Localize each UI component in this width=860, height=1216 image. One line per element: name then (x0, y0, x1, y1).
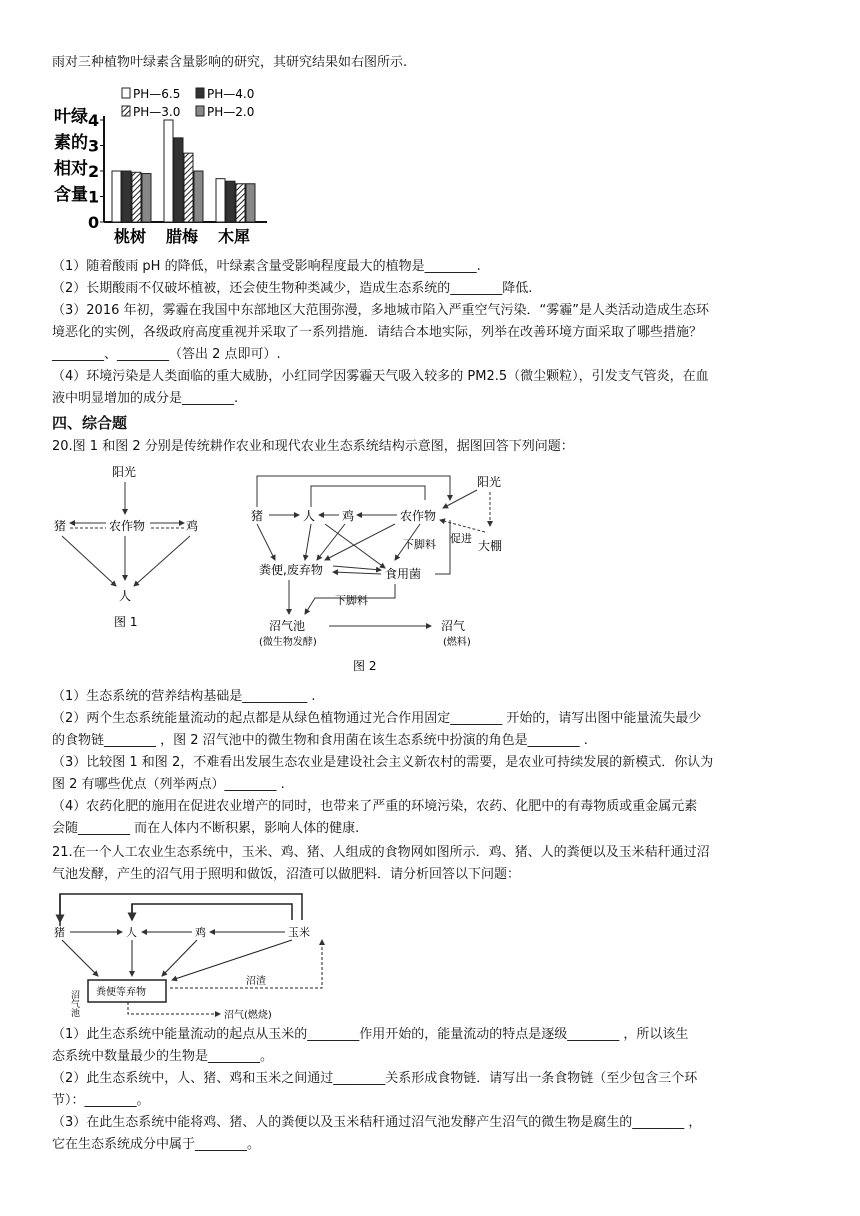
fig2-feed-lower: 下脚料 (335, 594, 368, 607)
question-19-line: 境恶化的实例，各级政府高度重视并采取了一系列措施．请结合本地实际，列举在改善环境方面采取了哪些措施？ (52, 325, 703, 340)
chart-ylabel (54, 106, 88, 205)
fig3-chicken: 鸡 (195, 926, 206, 939)
chart-ylabel-line: 相对 (54, 159, 88, 179)
chart-bars (112, 120, 255, 246)
section-heading: 四、综合题 (52, 414, 128, 432)
question-19-line: （4）环境污染是人类面临的重大威胁，小红同学因雾霾天气吸入较多的 PM2.5（微尘颗粒），引发支气管炎，在血 (52, 369, 709, 384)
fig3-residue: 沼渣 (246, 976, 266, 987)
bar (142, 174, 151, 222)
figure-1-diagram (52, 462, 232, 632)
legend-swatch (196, 106, 204, 116)
bar (236, 184, 245, 222)
chlorophyll-bar-chart (52, 80, 282, 248)
bar (194, 171, 203, 222)
legend-swatch (196, 88, 204, 98)
fig2-waste: 粪便,废弃物 (259, 563, 323, 577)
bar (174, 138, 183, 222)
fig1-chicken: 鸡 (186, 519, 199, 533)
fig1-person: 人 (119, 589, 132, 603)
figure-2-diagram (245, 462, 535, 680)
fig2-chicken: 鸡 (342, 509, 355, 523)
bar (164, 120, 173, 222)
fig2-caption: 图 2 (353, 659, 377, 673)
bar (112, 171, 121, 222)
question-20-line: （1）生态系统的营养结构基础是__________ . (52, 689, 316, 704)
question-20-line: 的食物链________ ，图 2 沼气池中的微生物和食用菌在该生态系统中扮演的角色是________ . (52, 733, 588, 748)
bar (132, 172, 141, 222)
question-21-line: （3）在此生态系统中能将鸡、猪、人的粪便以及玉米秸秆通过沼气池发酵产生沼气的微生物是腐生的________ ， (52, 1115, 702, 1130)
chart-ylabel-line: 含量 (54, 185, 88, 205)
question-21-line: 节）：________。 (52, 1093, 150, 1108)
fig3-gas: 沼气(燃烧) (224, 1010, 272, 1020)
question-19-line: （3）2016 年初，雾霾在我国中东部地区大范围弥漫，多地城市陷入严重空气污染．“雾霾”是人类活动造成生态环 (52, 303, 709, 318)
legend-label: PH—2.0 (207, 105, 255, 119)
fig1-caption: 图 1 (114, 615, 138, 629)
legend-label: PH—6.5 (133, 87, 181, 101)
bar (246, 184, 255, 222)
fig2-feed-upper: 下脚料 (403, 538, 436, 551)
intro-line: 雨对三种植物叶绿素含量影响的研究，其研究结果如右图所示. (52, 55, 408, 70)
question-20-line: （4）农药化肥的施用在促进农业增产的同时，也带来了严重的环境污染，农药、化肥中的有毒物质或重金属元素 (52, 799, 698, 814)
fig1-crop: 农作物 (109, 519, 146, 533)
question-21-line: （1）此生态系统中能量流动的起点从玉米的________作用开始的，能量流动的特点是逐级________ ，所以该生 (52, 1027, 689, 1042)
question-21-line: 态系统中数量最少的生物是________。 (52, 1049, 274, 1064)
legend-label: PH—3.0 (133, 105, 181, 119)
question-20-stem: 20.图 1 和图 2 分别是传统耕作农业和现代农业生态系统结构示意图，据图回答下列问题： (52, 439, 574, 454)
question-21-line: （2）此生态系统中，人、猪、鸡和玉米之间通过________关系形成食物链．请写出一条食物链（至少包含三个环 (52, 1071, 698, 1086)
question-19-line: （2）长期酸雨不仅破坏植被，还会使生物种类减少，造成生态系统的________降低. (52, 281, 533, 296)
question-21-line: 它在生态系统成分中属于________。 (52, 1137, 261, 1152)
fig3-pig: 猪 (54, 926, 65, 939)
question-20-line: （3）比较图 1 和图 2，不难看出发展生态农业是建设社会主义新农村的需要，是农业可持续发展的新模式．你认为 (52, 755, 714, 770)
x-tick-label: 木犀 (218, 227, 251, 246)
question-20-line: （2）两个生态系统能量流动的起点都是从绿色植物通过光合作用固定________ 开始的，请写出图中能量流失最少 (52, 711, 702, 726)
bar (184, 153, 193, 222)
legend-label: PH—4.0 (207, 87, 255, 101)
y-tick-label: 2 (88, 162, 100, 181)
question-19-line: ________、________（答出 2 点即可）. (52, 347, 281, 362)
fig2-gas-note: (燃料) (443, 637, 471, 648)
fig1-pig: 猪 (54, 519, 67, 533)
fig2-pool: 沼气池 (269, 619, 306, 633)
figure-3-food-web (52, 888, 342, 1020)
x-tick-label: 桃树 (114, 227, 147, 246)
chart-legend (122, 87, 254, 119)
question-21-stem-2: 气池发酵，产生的沼气用于照明和做饭，沼渣可以做肥料．请分析回答以下问题： (52, 867, 521, 882)
fig2-person: 人 (303, 509, 316, 523)
bar (226, 181, 235, 222)
question-20-line: 图 2 有哪些优点（列举两点）________ . (52, 777, 285, 792)
fig2-gas: 沼气 (441, 619, 466, 633)
bar (122, 171, 131, 222)
fig3-pool: 沼气池 (69, 990, 79, 1017)
question-19-line: 液中明显增加的成分是________. (52, 391, 239, 406)
legend-swatch (122, 106, 130, 116)
fig2-pig: 猪 (251, 509, 264, 523)
y-tick-label: 1 (88, 187, 100, 207)
fig2-crop: 农作物 (400, 509, 437, 523)
question-19-line: （1）随着酸雨 pH 的降低，叶绿素含量受影响程度最大的植物是________. (52, 259, 481, 274)
fig3-person: 人 (126, 926, 137, 939)
fig3-waste: 粪便等弃物 (96, 987, 146, 998)
fig2-fungus: 食用菌 (385, 567, 422, 581)
fig2-sun: 阳光 (477, 475, 502, 489)
x-tick-label: 腊梅 (166, 227, 199, 246)
fig2-greenhouse: 大棚 (478, 539, 503, 553)
y-tick-label: 4 (88, 111, 100, 130)
y-tick-label: 3 (88, 136, 100, 156)
chart-ylabel-line: 素的 (54, 133, 88, 153)
bar (216, 179, 225, 222)
y-tick-label: 0 (88, 213, 100, 232)
legend-swatch (122, 88, 130, 98)
question-21-stem-1: 21.在一个人工农业生态系统中，玉米、鸡、猪、人组成的食物网如图所示．鸡、猪、人的粪便以及玉米秸秆通过沼 (52, 845, 710, 860)
fig3-corn: 玉米 (288, 926, 310, 939)
chart-ylabel-line: 叶绿 (54, 107, 88, 127)
fig1-sun: 阳光 (112, 465, 137, 479)
fig2-promote: 促进 (450, 532, 472, 545)
fig2-pool-note: (微生物发酵) (259, 637, 317, 648)
question-20-line: 会随________ 而在人体内不断积累，影响人体的健康. (52, 821, 360, 836)
